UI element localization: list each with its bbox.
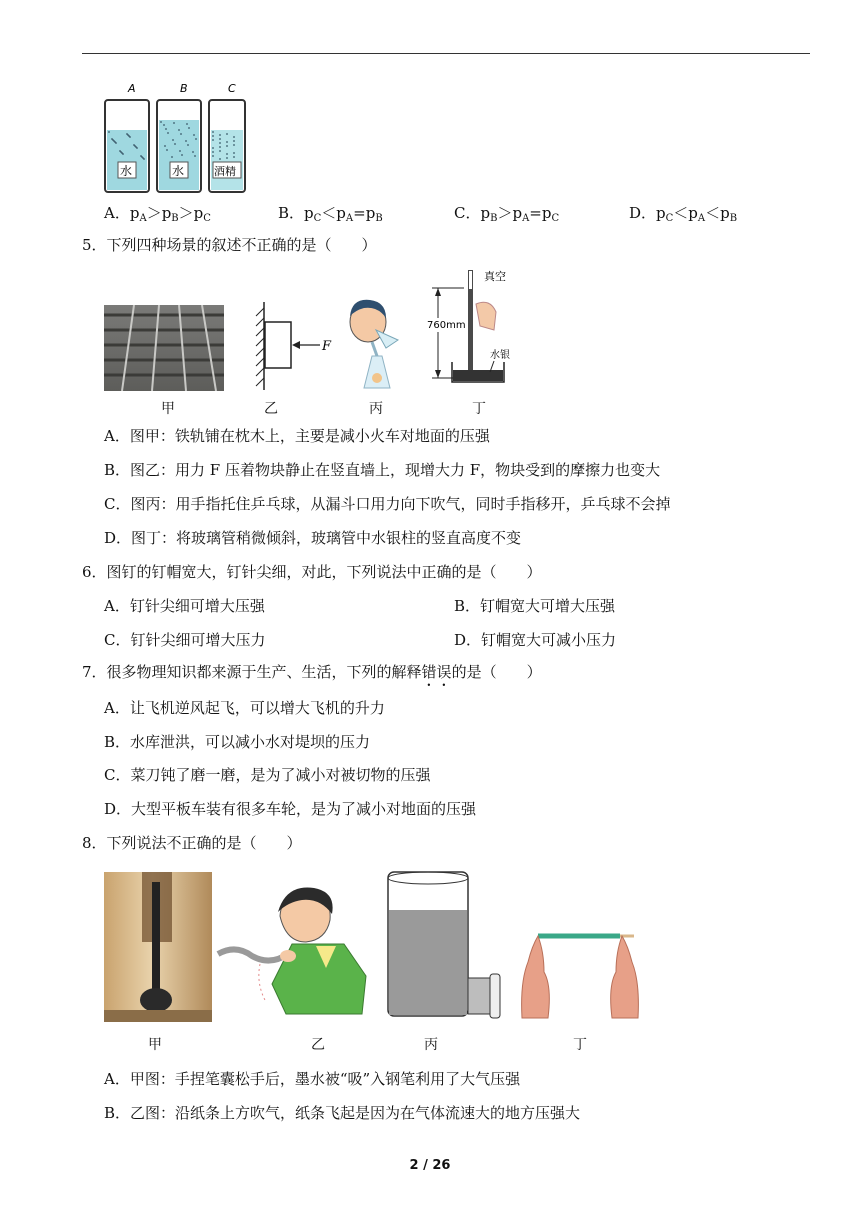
q8-fig-label-bing: 丙 <box>424 1037 438 1053</box>
funnel-ball-figure <box>342 296 414 394</box>
svg-text:水: 水 <box>120 164 133 178</box>
svg-text:水: 水 <box>172 164 185 178</box>
q5-option-d: D．图丁：将玻璃管稍微倾斜，玻璃管中水银柱的竖直高度不变 <box>104 529 522 547</box>
wall-block-figure <box>248 298 338 394</box>
q6-option-d: D．钉帽宽大可减小压力 <box>454 631 617 649</box>
q6-option-a: A．钉针尖细可增大压强 <box>104 597 265 615</box>
q7-option-d: D．大型平板车装有很多车轮，是为了减小对地面的压强 <box>104 800 477 818</box>
q7-option-a: A．让飞机逆风起飞，可以增大飞机的升力 <box>104 699 385 717</box>
q8-fig-label-yi: 乙 <box>311 1037 325 1053</box>
force-label: F <box>322 339 332 354</box>
mercury-label: 水银 <box>490 350 510 361</box>
cylinder-label-b: B <box>180 82 188 95</box>
q5-fig-label-yi: 乙 <box>264 401 278 417</box>
q7-option-c: C．菜刀钝了磨一磨，是为了减小对被切物的压强 <box>104 766 431 784</box>
q4-option-a: A．$p_A>p_B>p_C$ <box>104 204 211 224</box>
header-rule <box>82 53 810 54</box>
q8-option-a: A．甲图：手捏笔囊松手后，墨水被“吸”入钢笔利用了大气压强 <box>104 1070 521 1088</box>
cylinder-b <box>157 100 201 192</box>
q5-fig-label-ding: 丁 <box>472 401 486 417</box>
svg-text:酒精: 酒精 <box>214 165 236 178</box>
q8-option-b: B．乙图：沿纸条上方吹气，纸条飞起是因为在气体流速大的地方压强大 <box>104 1104 581 1122</box>
cylinder-label-c: C <box>228 82 236 95</box>
cylinder-a <box>105 100 149 192</box>
cylinder-label-a: A <box>128 82 136 95</box>
q4-option-d: D．$p_C<p_A<p_B$ <box>629 204 738 224</box>
page-number: 2 / 26 <box>409 1158 451 1173</box>
q6-stem: 6．图钉的钉帽宽大，钉针尖细，对此，下列说法中正确的是（ ） <box>82 563 542 581</box>
q6-option-c: C．钉针尖细可增大压力 <box>104 631 266 649</box>
q7-emphasis: 错误 <box>421 663 452 681</box>
height-label: 760mm <box>427 320 466 331</box>
q5-fig-label-bing: 丙 <box>369 401 383 417</box>
q7-option-b: B．水库泄洪，可以减小水对堤坝的压力 <box>104 733 371 751</box>
q8-fig-label-jia: 甲 <box>148 1037 162 1053</box>
hands-pencil-figure <box>518 922 642 1022</box>
torricelli-figure <box>424 266 524 396</box>
q7-stem: 7．很多物理知识都来源于生产、生活，下列的解释错误的是（ ） <box>82 663 542 681</box>
container-figure <box>384 870 504 1022</box>
cylinders-figure <box>100 78 250 196</box>
q5-stem: 5．下列四种场景的叙述不正确的是（ ） <box>82 236 377 254</box>
q5-option-a: A．图甲：铁轨铺在枕木上，主要是减小火车对地面的压强 <box>104 427 490 445</box>
q5-option-b: B．图乙：用力 F 压着物块静止在竖直墙上，现增大力 F，物块受到的摩擦力也变大 <box>104 461 661 479</box>
q4-option-c: C．$p_B>p_A=p_C$ <box>454 204 560 224</box>
fountain-pen-photo <box>104 872 212 1022</box>
q8-stem: 8．下列说法不正确的是（ ） <box>82 834 302 852</box>
q6-option-b: B．钉帽宽大可增大压强 <box>454 597 616 615</box>
q8-fig-label-ding: 丁 <box>573 1037 587 1053</box>
q5-fig-label-jia: 甲 <box>161 401 175 417</box>
q5-option-c: C．图丙：用手指托住乒乓球，从漏斗口用力向下吹气，同时手指移开，乒乓球不会掉 <box>104 495 671 513</box>
railway-photo <box>104 305 224 391</box>
paper-strip-figure <box>216 884 370 1022</box>
q4-option-b: B．$p_C<p_A=p_B$ <box>278 204 383 224</box>
vacuum-label: 真空 <box>484 270 506 283</box>
